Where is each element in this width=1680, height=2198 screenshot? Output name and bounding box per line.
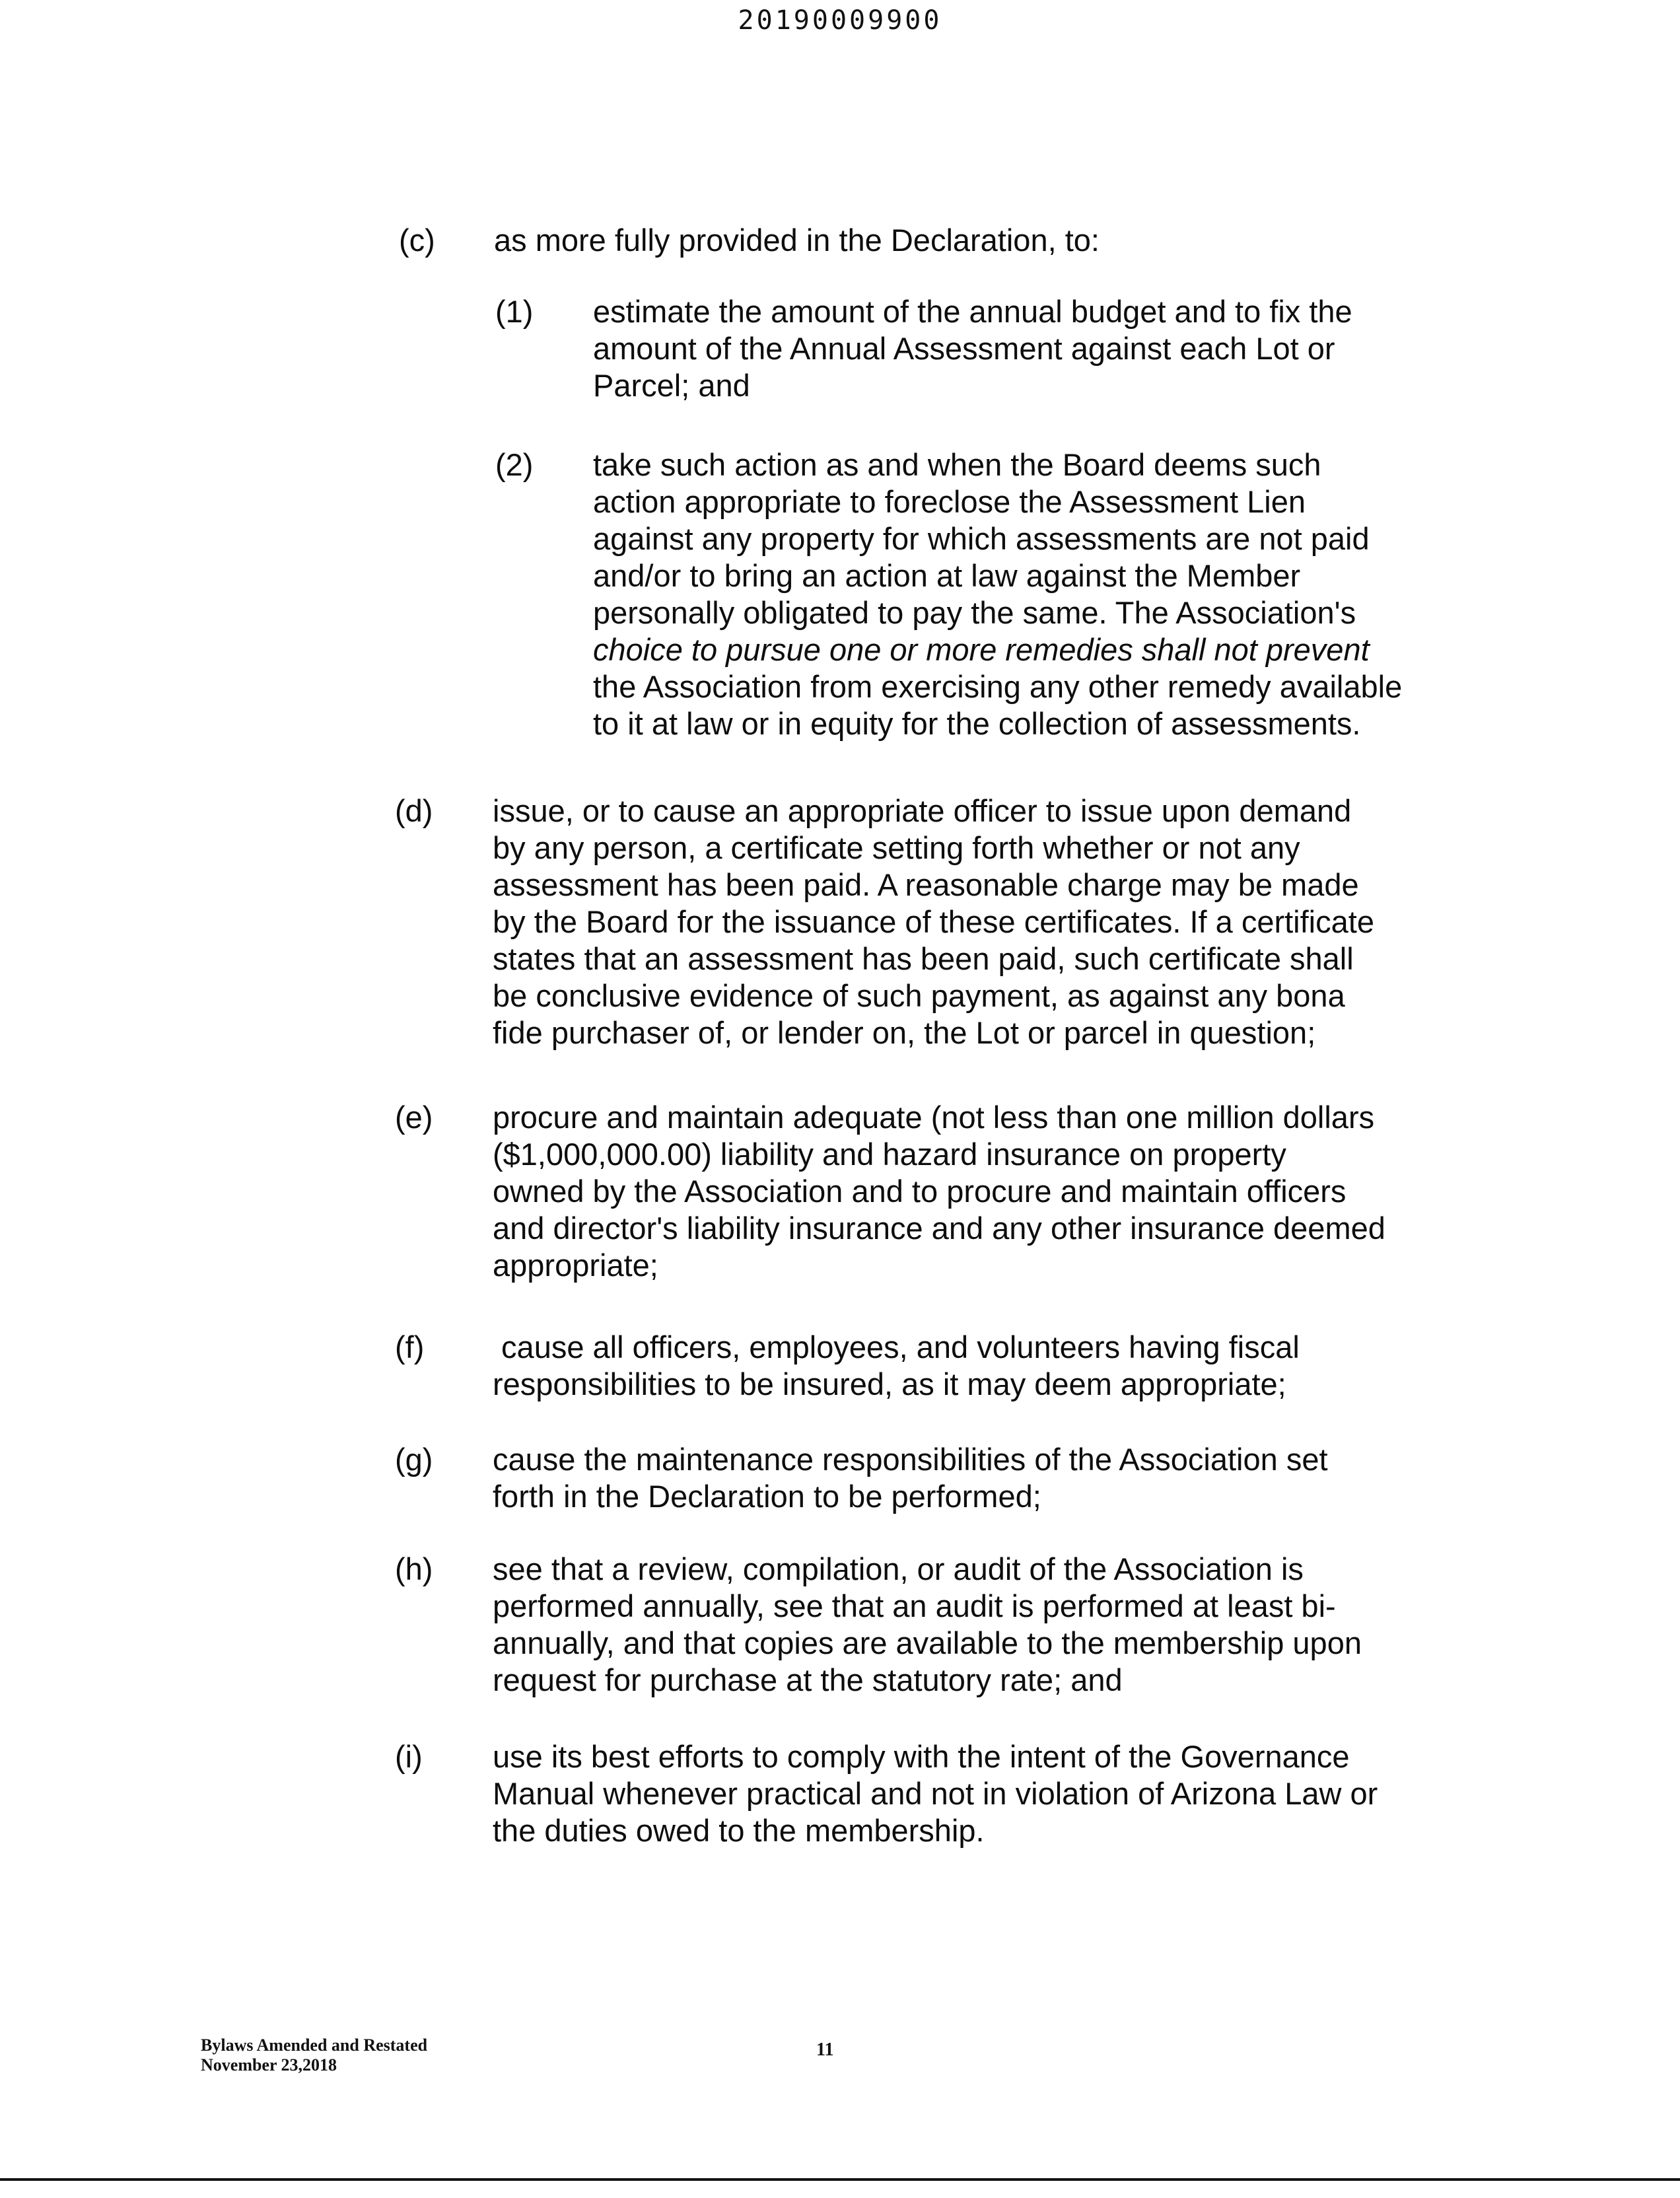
footer-date-line: November 23,2018 xyxy=(201,2055,337,2074)
item-text xyxy=(493,1551,1529,1699)
text-line: responsibilities to be insured, as it may deem appropriate; xyxy=(493,1366,1286,1401)
text-line: request for purchase at the statutory rate; and xyxy=(493,1662,1123,1697)
document-number: 20190009900 xyxy=(738,5,942,36)
item-label: (i) xyxy=(395,1739,423,1774)
text-line: the Association from exercising any other remedy available xyxy=(593,669,1403,704)
text-line: cause all officers, employees, and volunteers having fiscal xyxy=(493,1329,1300,1365)
subitem-text xyxy=(593,293,1471,404)
footer-document-title xyxy=(201,2036,427,2075)
text-line: ($1,000,000.00) liability and hazard insurance on property xyxy=(493,1137,1286,1172)
text-line: estimate the amount of the annual budget and to fix the xyxy=(593,294,1352,329)
text-line: by the Board for the issuance of these certificates. If a certificate xyxy=(493,904,1374,939)
item-label: (g) xyxy=(395,1442,433,1477)
text-line: use its best efforts to comply with the intent of the Governance xyxy=(493,1739,1350,1774)
subitem-label: (1) xyxy=(495,294,534,329)
item-label: (c) xyxy=(399,223,435,258)
text-line: assessment has been paid. A reasonable charge may be made xyxy=(493,867,1359,902)
item-label: (e) xyxy=(395,1100,433,1135)
text-line: be conclusive evidence of such payment, as against any bona xyxy=(493,978,1345,1013)
text-line: choice to pursue one or more remedies shall not prevent xyxy=(593,632,1370,667)
text-line: amount of the Annual Assessment against each Lot or xyxy=(593,331,1335,366)
text-line: and director's liability insurance and any other insurance deemed xyxy=(493,1211,1385,1246)
text-line: by any person, a certificate setting forth whether or not any xyxy=(493,830,1300,865)
item-text xyxy=(494,222,1531,259)
item-text xyxy=(493,793,1529,1051)
item-label: (d) xyxy=(395,793,433,828)
text-line: fide purchaser of, or lender on, the Lot or parcel in question; xyxy=(493,1015,1316,1050)
text-line: as more fully provided in the Declaration, to: xyxy=(494,223,1100,258)
item-label: (f) xyxy=(395,1329,425,1365)
text-line: appropriate; xyxy=(493,1248,658,1283)
item-text xyxy=(493,1441,1529,1515)
text-line: cause the maintenance responsibilities of the Association set xyxy=(493,1442,1328,1477)
text-line: action appropriate to foreclose the Assessment Lien xyxy=(593,484,1306,519)
text-line: procure and maintain adequate (not less than one million dollars xyxy=(493,1100,1375,1135)
item-text xyxy=(493,1329,1529,1403)
text-line: performed annually, see that an audit is performed at least bi- xyxy=(493,1588,1336,1623)
text-line: states that an assessment has been paid, such certificate shall xyxy=(493,941,1354,976)
item-text xyxy=(493,1738,1529,1849)
text-line: owned by the Association and to procure and maintain officers xyxy=(493,1174,1347,1209)
text-line: see that a review, compilation, or audit of the Association is xyxy=(493,1551,1304,1586)
text-line: personally obligated to pay the same. The Association's xyxy=(593,595,1356,630)
text-line: issue, or to cause an appropriate officer to issue upon demand xyxy=(493,793,1352,828)
text-line: take such action as and when the Board deems such xyxy=(593,447,1321,482)
text-line: the duties owed to the membership. xyxy=(493,1813,985,1848)
bottom-divider xyxy=(0,2178,1680,2181)
text-line: annually, and that copies are available to the membership upon xyxy=(493,1625,1362,1660)
text-line: Manual whenever practical and not in violation of Arizona Law or xyxy=(493,1776,1378,1811)
text-line: forth in the Declaration to be performed; xyxy=(493,1479,1041,1514)
subitem-text xyxy=(593,446,1471,742)
item-label: (h) xyxy=(395,1551,433,1586)
text-line: and/or to bring an action at law against the Member xyxy=(593,558,1301,593)
text-line: to it at law or in equity for the collection of assessments. xyxy=(593,706,1361,741)
text-line: against any property for which assessments are not paid xyxy=(593,521,1370,556)
footer-title-line: Bylaws Amended and Restated xyxy=(201,2036,428,2055)
subitem-label: (2) xyxy=(495,447,534,482)
page-number: 11 xyxy=(816,2039,834,2060)
item-text xyxy=(493,1099,1529,1284)
text-line: Parcel; and xyxy=(593,368,750,403)
